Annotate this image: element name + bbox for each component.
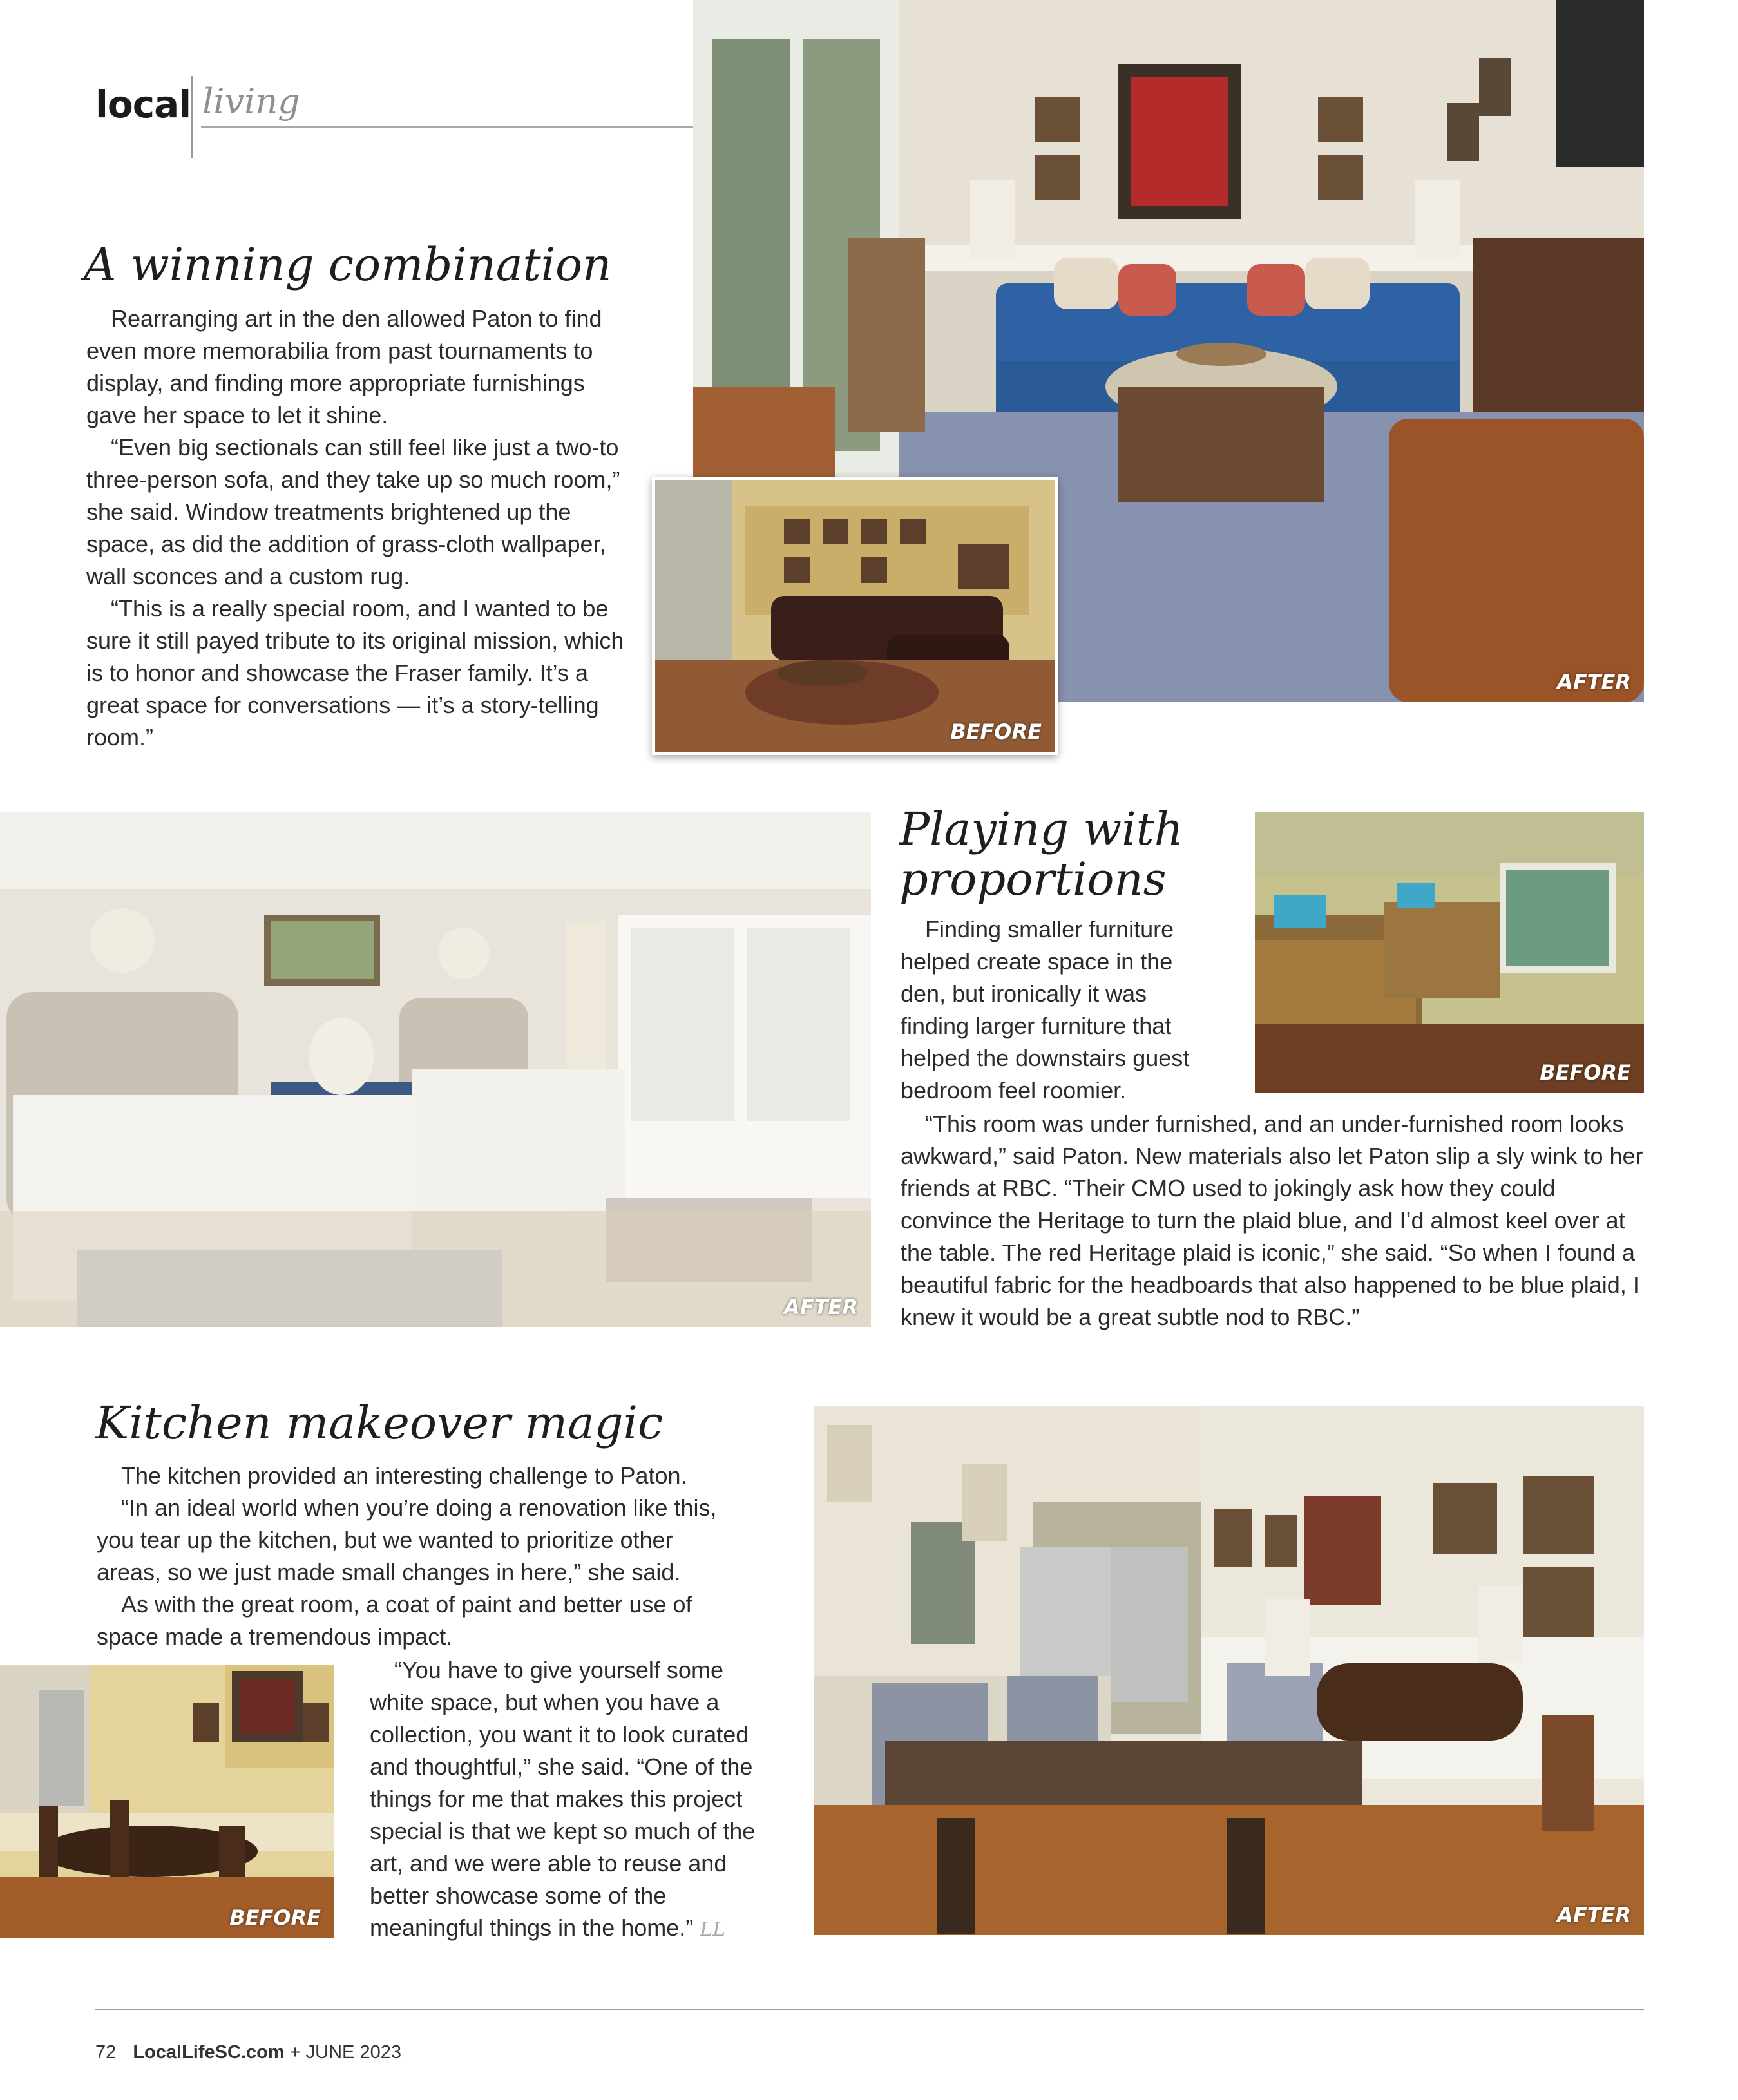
before-label: BEFORE	[950, 720, 1042, 744]
page-footer	[95, 2042, 401, 2063]
masthead-rule	[201, 126, 696, 128]
section2-heading-line2: proportions	[899, 853, 1167, 906]
section1-body	[86, 303, 640, 754]
section-label: living	[202, 81, 300, 122]
section1-paragraph: “Even big sectionals can still feel like just a two-to three-person sofa, and they take up so much room,” she said. Window treatments brightened up the space, as did the addition of grass-cloth wallpaper, wall sconces and a custom rug.	[86, 434, 620, 589]
section3-narrow-text	[370, 1654, 782, 1946]
masthead-divider	[191, 76, 193, 158]
author-signature: LL	[700, 1918, 726, 1941]
before-label: BEFORE	[1540, 1060, 1631, 1085]
issue-date: + JUNE 2023	[289, 2042, 401, 2063]
section2-heading-line1: Playing with	[899, 803, 1183, 855]
section3-paragraph: As with the great room, a coat of paint and better use of space made a tremendous impact.	[97, 1591, 692, 1650]
kitchen-before-photo	[0, 1665, 334, 1938]
section3-body	[97, 1460, 741, 1653]
section2-heading	[899, 804, 1183, 904]
section2-wide-text	[901, 1108, 1648, 1333]
bedroom-after-photo	[0, 812, 871, 1327]
before-label: BEFORE	[229, 1905, 321, 1930]
section2-narrow-text	[901, 913, 1210, 1107]
den-before-photo	[652, 477, 1058, 755]
section3-heading: Kitchen makeover magic	[95, 1397, 664, 1449]
section3-paragraph: The kitchen provided an interesting challenge to Paton.	[121, 1462, 687, 1489]
kitchen-after-photo	[814, 1406, 1644, 1935]
brand-logo: local	[95, 82, 191, 126]
section1-heading: A winning combination	[84, 238, 612, 291]
section2-paragraph: Finding smaller furniture helped create space in the den, but ironically it was finding larger furniture that helped the downstairs guest bedroom feel roomier.	[901, 916, 1190, 1103]
section3-paragraph: “In an ideal world when you’re doing a renovation like this, you tear up the kitchen, but we wanted to prioritize other areas, so we just made small changes in here,” she said.	[97, 1494, 717, 1585]
after-label: AFTER	[1557, 670, 1631, 694]
section2-paragraph: “This room was under furnished, and an under-furnished room looks awkward,” said Paton. New materials also let Paton slip a sly wink to her friends at RBC. “Their CMO used to jokingly ask how they could convince the Heritage to turn the plaid blue, and I’d almost keel over at the table. The red Heritage plaid is iconic,” she said. “So when I found a beautiful fabric for the headboards that also happened to be blue plaid, I knew it would be a great subtle nod to RBC.”	[901, 1111, 1643, 1330]
section1-paragraph: Rearranging art in the den allowed Paton to find even more memorabilia from past tournaments to display, and finding more appropriate furnishings gave her space to let it shine.	[86, 305, 602, 428]
section1-paragraph: “This is a really special room, and I wanted to be sure it still payed tribute to its original mission, which is to honor and showcase the Fraser family. It’s a great space for conversations — it’s a story-telling room.”	[86, 595, 624, 750]
page-number: 72	[95, 2042, 117, 2063]
after-label: AFTER	[784, 1295, 858, 1319]
after-label: AFTER	[1557, 1903, 1631, 1927]
bedroom-before-photo	[1255, 812, 1644, 1093]
section3-quote: “You have to give yourself some white space, but when you have a collection, you want it to look curated and thoughtful,” she said. “One of the things for me that makes this project special is that we kept so much of the art, and we were able to reuse and better showcase some of the meaningful things in the home.”	[370, 1657, 756, 1941]
footer-rule	[95, 2009, 1644, 2010]
site-link[interactable]: LocalLifeSC.com	[133, 2042, 285, 2063]
